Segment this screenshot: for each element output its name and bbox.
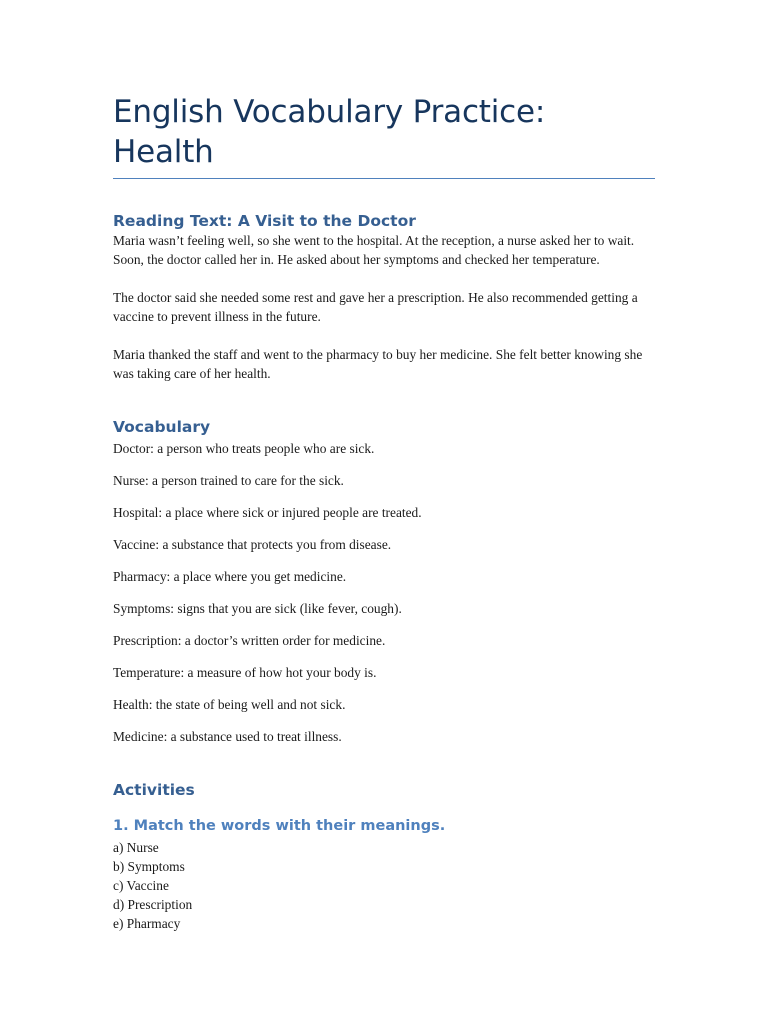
vocabulary-item-nurse: Nurse: a person trained to care for the sick. bbox=[113, 473, 344, 488]
reading-paragraph-3: Maria thanked the staff and went to the pharmacy to buy her medicine. She felt better knowing she was taking care of her health. bbox=[113, 347, 643, 381]
vocabulary-heading: Vocabulary bbox=[113, 418, 211, 436]
vocabulary-item-vaccine: Vaccine: a substance that protects you from disease. bbox=[113, 537, 392, 552]
vocabulary-item-doctor: Doctor: a person who treats people who are sick. bbox=[113, 441, 375, 456]
reading-paragraph-1: Maria wasn’t feeling well, so she went to the hospital. At the reception, a nurse asked her to wait. Soon, the doctor called her in. He asked about her symptoms and checked her temperature. bbox=[113, 233, 635, 267]
exercise-1-item: b) Symptoms bbox=[113, 859, 185, 874]
exercise-1-item: c) Vaccine bbox=[113, 878, 169, 893]
exercise-1-item: a) Nurse bbox=[113, 840, 159, 855]
document-title: English Vocabulary Practice: Health bbox=[113, 92, 655, 179]
vocabulary-item-health: Health: the state of being well and not sick. bbox=[113, 697, 346, 712]
vocabulary-item-hospital: Hospital: a place where sick or injured people are treated. bbox=[113, 505, 422, 520]
exercise-1-item: e) Pharmacy bbox=[113, 916, 181, 931]
vocabulary-item-medicine: Medicine: a substance used to treat illness. bbox=[113, 729, 342, 744]
reading-heading: Reading Text: A Visit to the Doctor bbox=[113, 212, 416, 230]
reading-paragraph-2: The doctor said she needed some rest and gave her a prescription. He also recommended getting a vaccine to prevent illness in the future. bbox=[113, 290, 638, 324]
exercise-1-item: d) Prescription bbox=[113, 897, 193, 912]
vocabulary-item-symptoms: Symptoms: signs that you are sick (like fever, cough). bbox=[113, 601, 402, 616]
vocabulary-item-pharmacy: Pharmacy: a place where you get medicine. bbox=[113, 569, 347, 584]
exercise-1-list bbox=[113, 838, 655, 933]
exercise-1-heading: 1. Match the words with their meanings. bbox=[113, 818, 446, 834]
activities-heading: Activities bbox=[113, 781, 195, 799]
document-page bbox=[113, 92, 655, 933]
vocabulary-item-temperature: Temperature: a measure of how hot your body is. bbox=[113, 665, 377, 680]
vocabulary-list bbox=[113, 439, 655, 746]
vocabulary-item-prescription: Prescription: a doctor’s written order for medicine. bbox=[113, 633, 386, 648]
